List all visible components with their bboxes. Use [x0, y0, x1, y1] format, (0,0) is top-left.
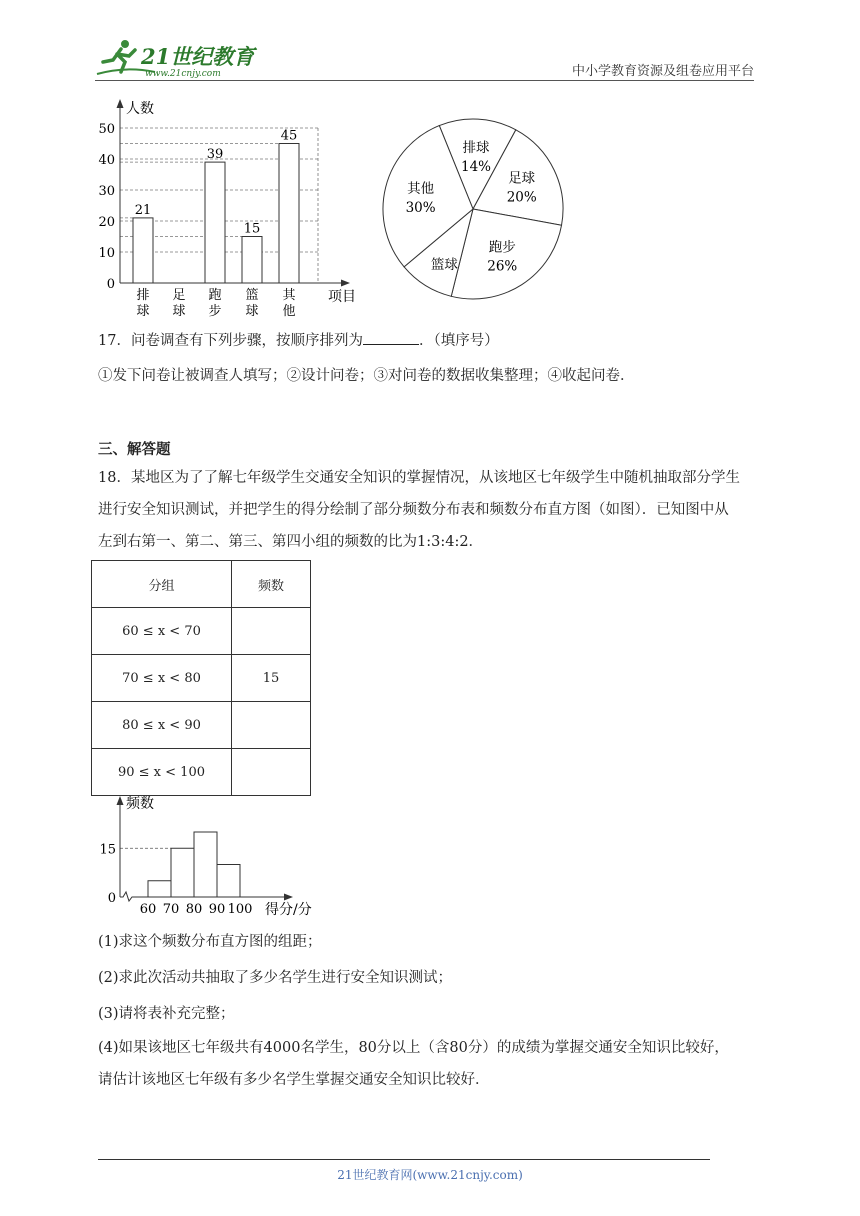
bar-category-label: 球	[172, 304, 186, 319]
bar-y-tick-label: 50	[98, 122, 115, 137]
table-header-row	[92, 561, 311, 608]
bar-category-label: 步	[208, 304, 222, 319]
hist-x-label: 得分/分	[265, 902, 312, 918]
hist-bar-0	[148, 881, 171, 897]
bar-category-label: 跑	[208, 288, 222, 303]
sub-question-1: (1)求这个频数分布直方图的组距；	[98, 934, 322, 950]
sub-question-3: (3)请将表补充完整；	[98, 1006, 235, 1022]
hist-y-label: 频数	[126, 796, 154, 812]
bar-category-label: 球	[245, 304, 259, 319]
pie-slice-name: 排球	[462, 140, 490, 157]
bar-category-label: 排	[136, 288, 150, 303]
sub-question-4: (4)如果该地区七年级共有4000名学生，80分以上（含80分）的成绩为掌握交通安全知识比较好，	[98, 1040, 729, 1056]
q17-answer-blank[interactable]	[363, 326, 419, 345]
table-row	[92, 702, 311, 749]
pie-slice-name: 其他	[407, 180, 435, 197]
bar-x-arrow	[341, 280, 350, 287]
hist-x-tick-label: 60	[139, 902, 157, 917]
pie-slice-name: 足球	[508, 170, 536, 187]
bar-category-label: 其	[282, 288, 296, 303]
bar-0	[133, 218, 153, 283]
hist-x-tick-label: 70	[162, 902, 180, 917]
pie-slice-pct: 26%	[487, 258, 518, 275]
table-cell-group: 90 ≤ x < 100	[92, 749, 232, 796]
bar-value-label: 39	[206, 147, 224, 163]
header-divider	[95, 80, 754, 81]
bar-value-label: 21	[134, 202, 152, 218]
table-row	[92, 655, 311, 702]
sub-question-4-cont: 请估计该地区七年级有多少名学生掌握交通安全知识比较好．	[98, 1072, 490, 1088]
table-header-cell: 频数	[232, 561, 311, 608]
hist-bar-2	[194, 832, 217, 897]
bar-category-label: 球	[136, 304, 150, 319]
footer-divider	[98, 1159, 710, 1160]
logo-url: www.21cnjy.com	[145, 69, 221, 79]
table-header-cell: 分组	[92, 561, 232, 608]
q17-stem: 17．问卷调查有下列步骤，按顺序排列为	[98, 333, 363, 349]
pie-slice-name: 篮球	[430, 256, 458, 273]
table-cell-freq: 15	[232, 655, 311, 702]
bar-x-label: 项目	[328, 289, 356, 305]
sub-question-2: (2)求此次活动共抽取了多少名学生进行安全知识测试；	[98, 970, 453, 986]
table-row	[92, 608, 311, 655]
table-cell-freq[interactable]	[232, 608, 311, 655]
hist-x-tick-label: 90	[208, 902, 226, 917]
q18-line-3: 左到右第一、第二、第三、第四小组的频数的比为1:3:4:2．	[98, 534, 484, 550]
bar-4	[279, 144, 299, 284]
hist-x-arrow	[284, 894, 293, 901]
pie-slice-name: 跑步	[488, 239, 516, 256]
table-cell-freq[interactable]	[232, 702, 311, 749]
question-17	[98, 325, 768, 357]
q18-line-1: 18．某地区为了了解七年级学生交通安全知识的掌握情况，从该地区七年级学生中随机抽取部分学生	[98, 470, 740, 486]
q17-stem-end: ．（填序号）	[418, 333, 499, 349]
hist-y-tick-label: 15	[99, 842, 116, 858]
bar-category-label: 他	[282, 304, 296, 319]
table-cell-freq[interactable]	[232, 749, 311, 796]
pie-slice-pct: 30%	[405, 199, 436, 216]
table-cell-group: 70 ≤ x < 80	[92, 655, 232, 702]
header-platform-text: 中小学教育资源及组卷应用平台	[571, 64, 754, 79]
table-cell-group: 60 ≤ x < 70	[92, 608, 232, 655]
hist-bar-3	[217, 865, 240, 898]
bar-2	[205, 162, 225, 283]
bar-y-arrow	[117, 99, 124, 108]
hist-y-tick-label: 0	[107, 891, 116, 906]
logo-text: 21世纪教育	[141, 44, 255, 69]
bar-y-tick-label: 0	[106, 277, 115, 292]
bar-value-label: 15	[243, 221, 261, 237]
bar-value-label: 45	[280, 128, 298, 144]
frequency-table	[91, 560, 311, 796]
bar-y-label: 人数	[126, 101, 154, 117]
bar-3	[242, 237, 262, 284]
section-title: 三、解答题	[98, 441, 171, 458]
pie-chart	[375, 110, 575, 310]
bar-chart	[95, 95, 370, 327]
hist-y-arrow	[117, 796, 124, 805]
q17-steps: ①发下问卷让被调查人填写；②设计问卷；③对问卷的数据收集整理；④收起问卷．	[98, 368, 635, 384]
bar-category-label: 篮	[245, 288, 259, 303]
hist-x-tick-label: 80	[185, 902, 203, 917]
table-cell-group: 80 ≤ x < 90	[92, 702, 232, 749]
histogram	[95, 793, 335, 923]
footer-text: 21世纪教育网(www.21cnjy.com)	[337, 1168, 523, 1182]
hist-bar-1	[171, 848, 194, 897]
pie-slice-pct: 14%	[461, 159, 492, 176]
hist-x-tick-label: 100	[227, 902, 253, 917]
pie-slice-pct: 20%	[506, 189, 537, 206]
bar-y-tick-label: 40	[98, 153, 115, 168]
bar-y-tick-label: 10	[98, 246, 115, 261]
q18-line-2: 进行安全知识测试，并把学生的得分绘制了部分频数分布表和频数分布直方图（如图）．已知图中从	[98, 502, 729, 518]
table-row	[92, 749, 311, 796]
site-logo	[95, 36, 265, 80]
bar-y-tick-label: 20	[98, 215, 115, 230]
bar-category-label: 足	[172, 288, 186, 303]
bar-y-tick-label: 30	[98, 184, 115, 199]
